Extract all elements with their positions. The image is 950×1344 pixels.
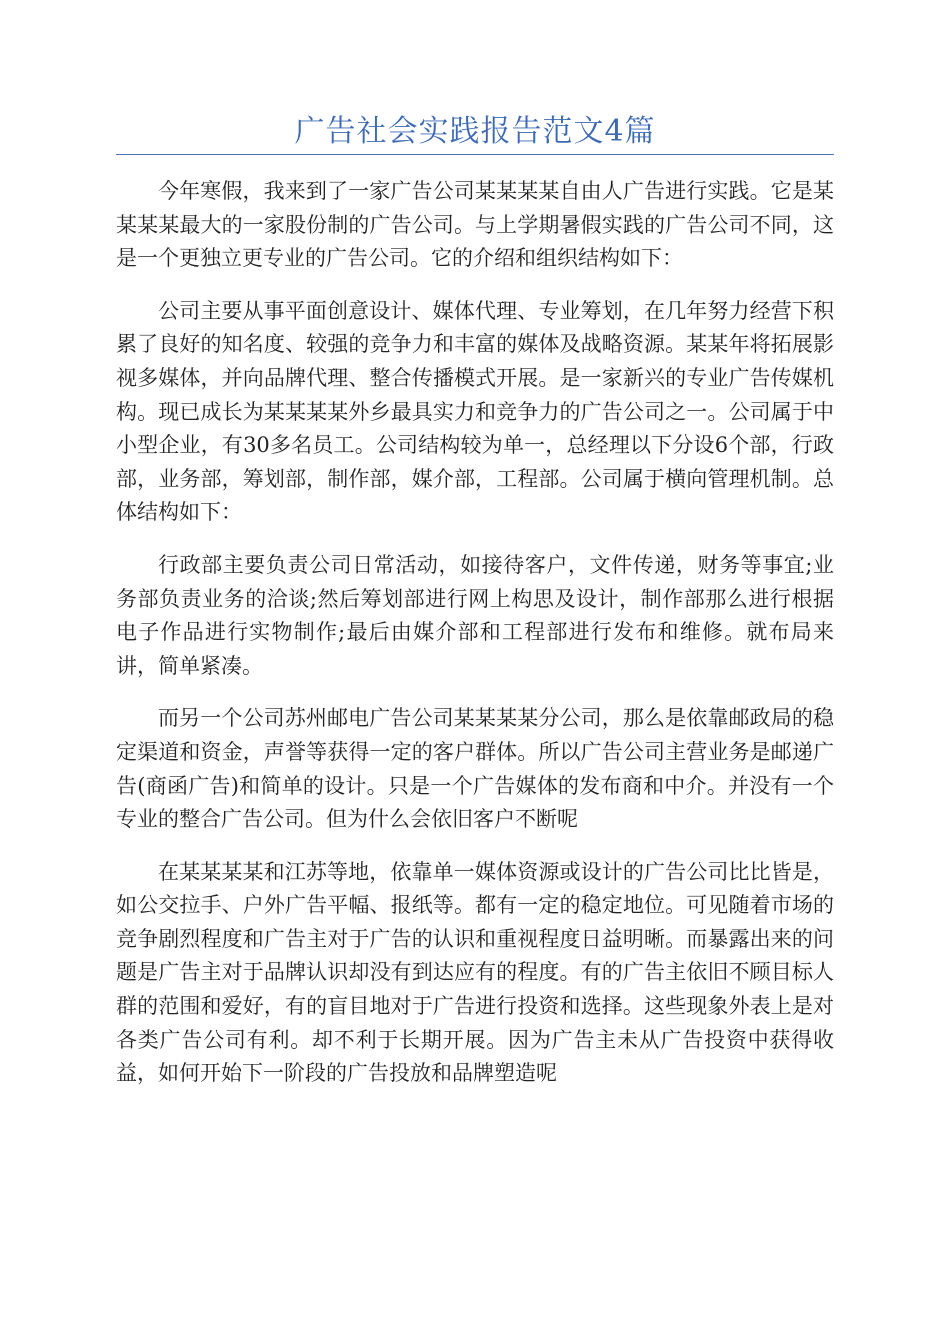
- document-title: 广告社会实践报告范文4篇: [294, 114, 656, 149]
- paragraph-4: 而另一个公司苏州邮电广告公司某某某某分公司，那么是依靠邮政局的稳定渠道和资金，声誉等获得一定的客户群体。所以广告公司主营业务是邮递广告(商函广告)和简单的设计。只是一个广告媒体的发布商和中介。并没有一个专业的整合广告公司。但为什么会依旧客户不断呢: [116, 706, 834, 832]
- title-underline: [116, 154, 834, 155]
- paragraph-5: 在某某某某和江苏等地，依靠单一媒体资源或设计的广告公司比比皆是，如公交拉手、户外广告平幅、报纸等。都有一定的稳定地位。可见随着市场的竞争剧烈程度和广告主对于广告的认识和重视程度日益明晰。而暴露出来的问题是广告主对于品牌认识却没有到达应有的程度。有的广告主依旧不顾目标人群的范围和爱好，有的盲目地对于广告进行投资和选择。这些现象外表上是对各类广告公司有利。却不利于长期开展。因为广告主未从广告投资中获得收益，如何开始下一阶段的广告投放和品牌塑造呢: [116, 859, 834, 1086]
- document-body: [116, 175, 834, 1110]
- paragraph-2: 公司主要从事平面创意设计、媒体代理、专业筹划，在几年努力经营下积累了良好的知名度、较强的竞争力和丰富的媒体及战略资源。某某年将拓展影视多媒体，并向品牌代理、整合传播模式开展。是一家新兴的专业广告传媒机构。现已成长为某某某某外乡最具实力和竞争力的广告公司之一。公司属于中小型企业，有30多名员工。公司结构较为单一，总经理以下分设6个部，行政部，业务部，筹划部，制作部，媒介部，工程部。公司属于横向管理机制。总体结构如下：: [116, 298, 834, 525]
- paragraph-3: 行政部主要负责公司日常活动，如接待客户，文件传递，财务等事宜;业务部负责业务的洽谈;然后筹划部进行网上构思及设计，制作部那么进行根据电子作品进行实物制作;最后由媒介部和工程部进行发布和维修。就布局来讲，简单紧凑。: [116, 552, 834, 678]
- paragraph-1: 今年寒假，我来到了一家广告公司某某某某自由人广告进行实践。它是某某某某最大的一家股份制的广告公司。与上学期暑假实践的广告公司不同，这是一个更独立更专业的广告公司。它的介绍和组织结构如下：: [116, 179, 834, 271]
